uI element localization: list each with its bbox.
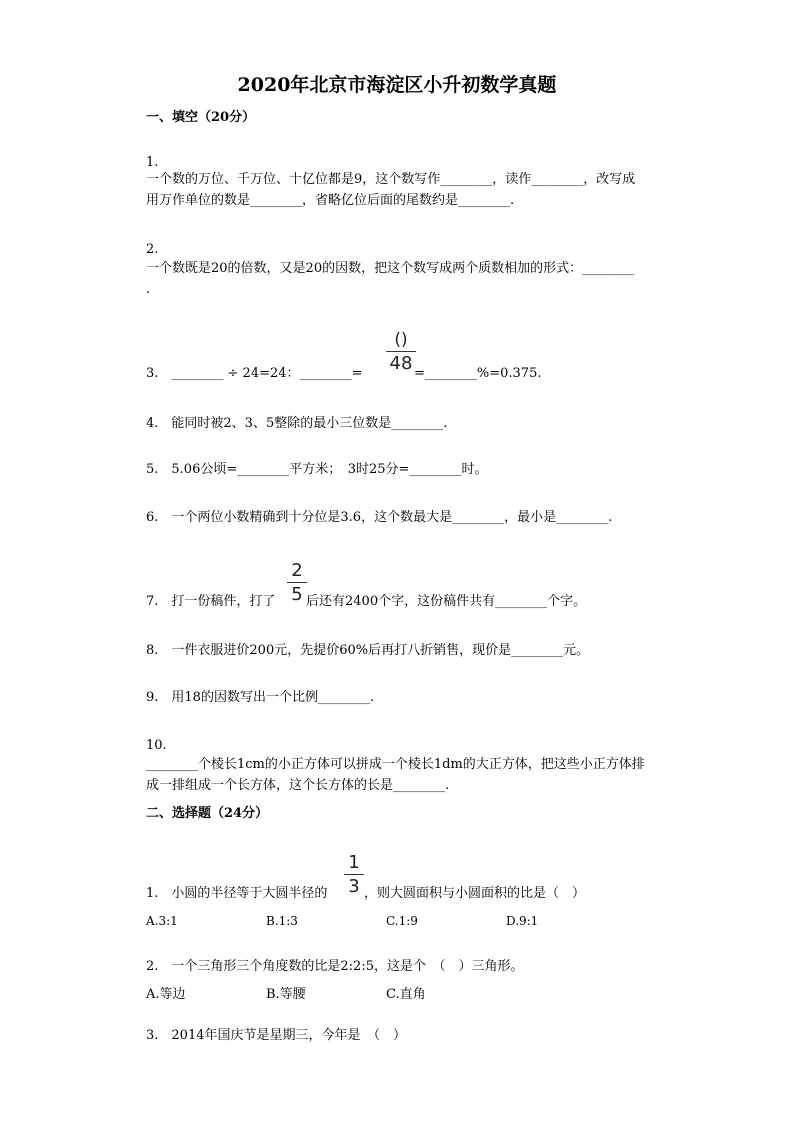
q7-tail: 后还有2400个字，这份稿件共有________个字。 [306,594,587,609]
c1-option-c: C.1:9 [386,914,418,928]
q7-fraction-denominator: 5 [291,584,303,605]
c3-stem: 3. 2014年国庆节是星期三，今年是 （ ） [146,1028,406,1043]
q3-tail: =________%=0.375. [414,366,542,381]
q3-fraction-bar [386,351,416,352]
q2-line1: 一个数既是20的倍数，又是20的因数，把这个数写成两个质数相加的形式：________ [146,261,635,276]
c2-option-c: C.直角 [386,987,426,1002]
q10-number: 10. [146,738,167,753]
c1-fraction-denominator: 3 [348,876,360,897]
section-choice-title: 二、选择题（24分） [146,806,269,821]
q9-text: 9. 用18的因数写出一个比例________. [146,690,375,705]
q2-number: 2. [146,242,159,257]
q5-text: 5. 5.06公顷=________平方米； 3时25分=________时。 [146,462,488,477]
c1-option-d: D.9:1 [506,914,539,928]
c2-stem: 2. 一个三角形三个角度数的比是2:2:5，这是个 （ ）三角形。 [146,959,524,974]
q3-fraction [386,330,416,374]
c1-option-a: A.3:1 [146,914,178,928]
q7-fraction [287,560,307,605]
c1-lead: 1. 小圆的半径等于大圆半径的 [146,886,328,901]
q2-line2: . [146,282,151,297]
c1-fraction-bar [344,874,364,875]
q7-fraction-bar [287,582,307,583]
c1-fraction [344,852,364,897]
q4-text: 4. 能同时被2、3、5整除的最小三位数是________. [146,416,448,431]
q1-number: 1. [146,155,159,170]
page-title: 2020年北京市海淀区小升初数学真题 [237,74,557,96]
q3-fraction-numerator: () [394,330,408,350]
c1-fraction-numerator: 1 [348,852,360,873]
q1-line1: 一个数的万位、千万位、十亿位都是9，这个数写作________，读作________，改写成 [146,172,636,187]
c1-option-b: B.1:3 [266,914,298,928]
q7-lead: 7. 打一份稿件，打了 [146,594,276,609]
q3-lead: 3. ________ ÷ 24=24：________= [146,366,363,381]
c2-option-a: A.等边 [146,987,186,1002]
q1-line2: 用万作单位的数是________，省略亿位后面的尾数约是________. [146,193,515,208]
q10-line1: ________个棱长1cm的小正方体可以拼成一个棱长1dm的大正方体，把这些小正方体排 [146,757,645,772]
q10-line2: 成一排组成一个长方体，这个长方体的长是________. [146,778,450,793]
q3-fraction-denominator: 48 [389,353,413,374]
section-fill-in-title: 一、填空（20分） [146,110,256,125]
c2-option-b: B.等腰 [266,987,306,1002]
c1-tail: ，则大圆面积与小圆面积的比是（ ） [364,886,586,901]
q6-text: 6. 一个两位小数精确到十分位是3.6，这个数最大是________，最小是________. [146,510,613,525]
q8-text: 8. 一件衣服进价200元，先提价60%后再打八折销售，现价是________元。 [146,643,590,658]
q7-fraction-numerator: 2 [291,560,303,581]
